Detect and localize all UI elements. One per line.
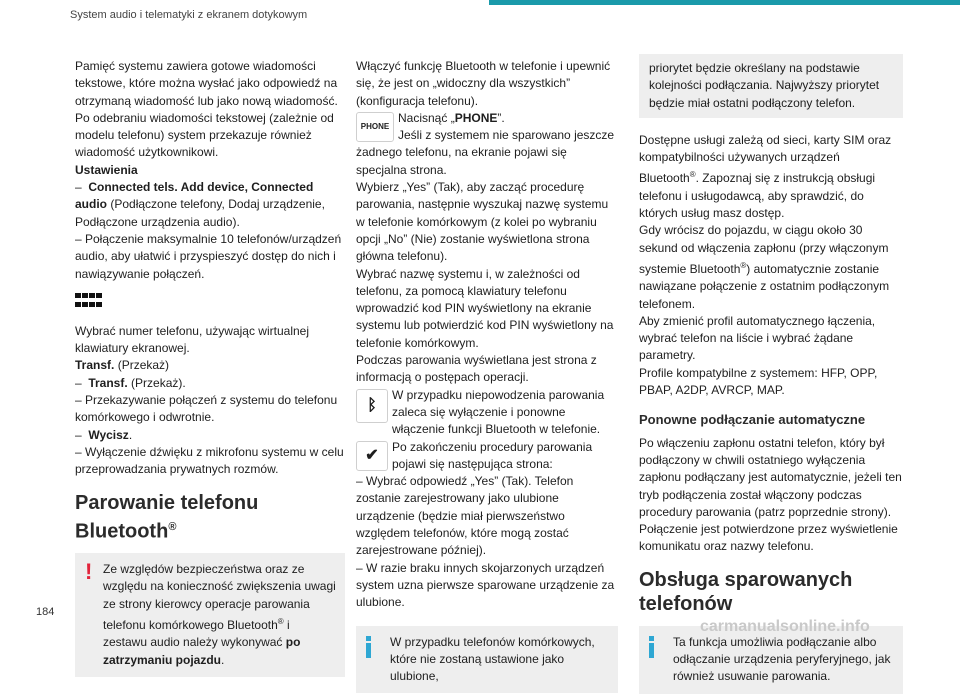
column-1 — [75, 58, 345, 677]
info-icon — [649, 636, 654, 658]
bluetooth-icon: ᛒ — [356, 389, 388, 423]
section-heading: Parowanie telefonu Bluetooth® — [75, 491, 259, 543]
running-header: System audio i telematyki z ekranem dotykowym — [70, 9, 308, 21]
check-step: ✔ Po zakończeniu procedury parowania pojawi się następująca strona: — [356, 439, 618, 474]
paragraph: Pamięć systemu zawiera gotowe wiadomości tekstowe, które można wysłać jako odpowiedź na otrzymaną wiadomość lub jako nową wiadomość. — [75, 59, 338, 108]
paragraph: – Wybrać odpowiedź „Yes” (Tak). Telefon zostanie zarejestrowany jako ulubione urządzenie (będzie miał pierwszeństwo względem telefonów, które mogą zostać zarejestrowane później). — [356, 474, 574, 558]
paragraph: Po włączeniu zapłonu ostatni telefon, który był podłączony w chwili ostatniego wyłączenia zapłonu podłączany jest automatycznie, jeżeli ten tryb podłączenia został włączony podczas procedury parowania (patrz poprzednie strony). — [639, 435, 902, 519]
column-2 — [356, 58, 618, 693]
info-box-continued: priorytet będzie określany na podstawie kolejności podłączania. Najwyższy priorytet będzie miał ostatni podłączony telefon. — [639, 54, 903, 118]
column-3 — [639, 58, 903, 694]
warning-icon: ! — [85, 559, 93, 585]
paragraph: Wybrać nazwę systemu i, w zależności od telefonu, za pomocą klawiatury telefonu wprowadzić kod PIN wyświetlony na ekranie systemu lub potwierdzić kod PIN wyświetlony na telefonie komórkowym. — [356, 266, 614, 350]
paragraph: Aby zmienić profil automatycznego łączenia, wybrać telefon na liście i wybrać żądane parametry. — [639, 313, 876, 363]
subsection-heading: Ponowne podłączanie automatyczne — [639, 412, 866, 428]
bluetooth-step: ᛒ W przypadku niepowodzenia parowania zaleca się wyłączenie i ponowne włączenie funkcji Bluetooth w telefonie. — [356, 387, 618, 439]
paragraph: Dostępne usługi zależą od sieci, karty SIM oraz kompatybilności używanych urządzeń Bluetooth®. Zapoznaj się z instrukcją obsługi telefonu i usługodawcą, aby sprawdzić, do których usług masz dostęp. — [639, 132, 892, 221]
keypad-icon — [75, 293, 103, 311]
watermark: carmanualsonline.info — [700, 618, 870, 635]
transfer-item: – Transf. (Przekaż). — [75, 375, 186, 390]
transfer-desc: – Przekazywanie połączeń z systemu do telefonu komórkowego i odwrotnie. — [75, 393, 338, 425]
phone-button-icon: PHONE — [356, 112, 394, 142]
mute-item: – Wycisz. — [75, 427, 133, 442]
paragraph: – W razie braku innych skojarzonych urządzeń system uzna pierwsze sparowane urządzenie za ulubione. — [356, 560, 615, 610]
paragraph: Wybrać numer telefonu, używając wirtualnej klawiatury ekranowej. — [75, 323, 309, 356]
paragraph: Gdy wrócisz do pojazdu, w ciągu około 30 sekund od włączenia zapłonu (przy włączonym systemie Bluetooth®) automatycznie zostanie nawiązane połączenie z ostatnim podłączonym telefonem. — [639, 223, 890, 311]
warning-box: ! Ze względów bezpieczeństwa oraz ze względu na konieczność zwiększenia uwagi ze strony kierowcy operacje parowania telefonu komórkowego Bluetooth® i zestawu audio należy wykonywać po zatrzymaniu pojazdu. — [75, 553, 345, 677]
mute-desc: – Wyłączenie dźwięku z mikrofonu systemu w celu przeprowadzania prywatnych rozmów. — [75, 444, 344, 477]
page-number: 184 — [36, 606, 55, 618]
header-accent-bar — [489, 0, 960, 5]
info-box: Ta funkcja umożliwia podłączanie albo odłączanie urządzenia peryferyjnego, jak również usuwanie parowania. — [639, 626, 903, 694]
section-heading: Obsługa sparowanych telefonów — [639, 568, 853, 615]
settings-item: – Połączenie maksymalnie 10 telefonów/urządzeń audio, aby ułatwić i przyspieszyć dostęp do nich i nawiązywanie połączeń. — [75, 231, 342, 281]
paragraph: Profile kompatybilne z systemem: HFP, OPP, PBAP, A2DP, AVRCP, MAP. — [639, 365, 878, 398]
phone-step: PHONE Nacisnąć „PHONE”. Jeśli z systemem nie sparowano jeszcze żadnego telefonu, na ekranie pojawi się specjalna strona. — [356, 110, 615, 177]
paragraph: Włączyć funkcję Bluetooth w telefonie i upewnić się, że jest on „widoczny dla wszystkich” (konfiguracja telefonu). — [356, 59, 611, 108]
transfer-label: Transf. (Przekaż) — [75, 358, 170, 373]
checkmark-icon: ✔ — [356, 441, 388, 471]
info-icon — [366, 636, 371, 658]
settings-item: – Connected tels. Add device, Connected audio (Podłączone telefony, Dodaj urządzenie, Podłączone urządzenia audio). — [75, 180, 325, 229]
settings-heading: Ustawienia — [75, 162, 138, 177]
paragraph: Wybierz „Yes” (Tak), aby zacząć procedurę parowania, następnie wyszukaj nazwę systemu w telefonie komórkowym (z kolei po wybraniu opcji „No” (Nie) zostanie wyświetlona strona główna telefonu). — [356, 180, 609, 264]
info-box: W przypadku telefonów komórkowych, które nie zostaną ustawione jako ulubione, — [356, 626, 618, 694]
paragraph: Po odebraniu wiadomości tekstowej (zależnie od modelu telefonu) system przekazuje również wiadomość użytkownikowi. — [75, 110, 334, 160]
paragraph: Podczas parowania wyświetlana jest strona z informacją o postępach operacji. — [356, 353, 597, 385]
paragraph: Połączenie jest potwierdzone przez wyświetlenie komunikatu oraz nazwy telefonu. — [639, 522, 898, 554]
